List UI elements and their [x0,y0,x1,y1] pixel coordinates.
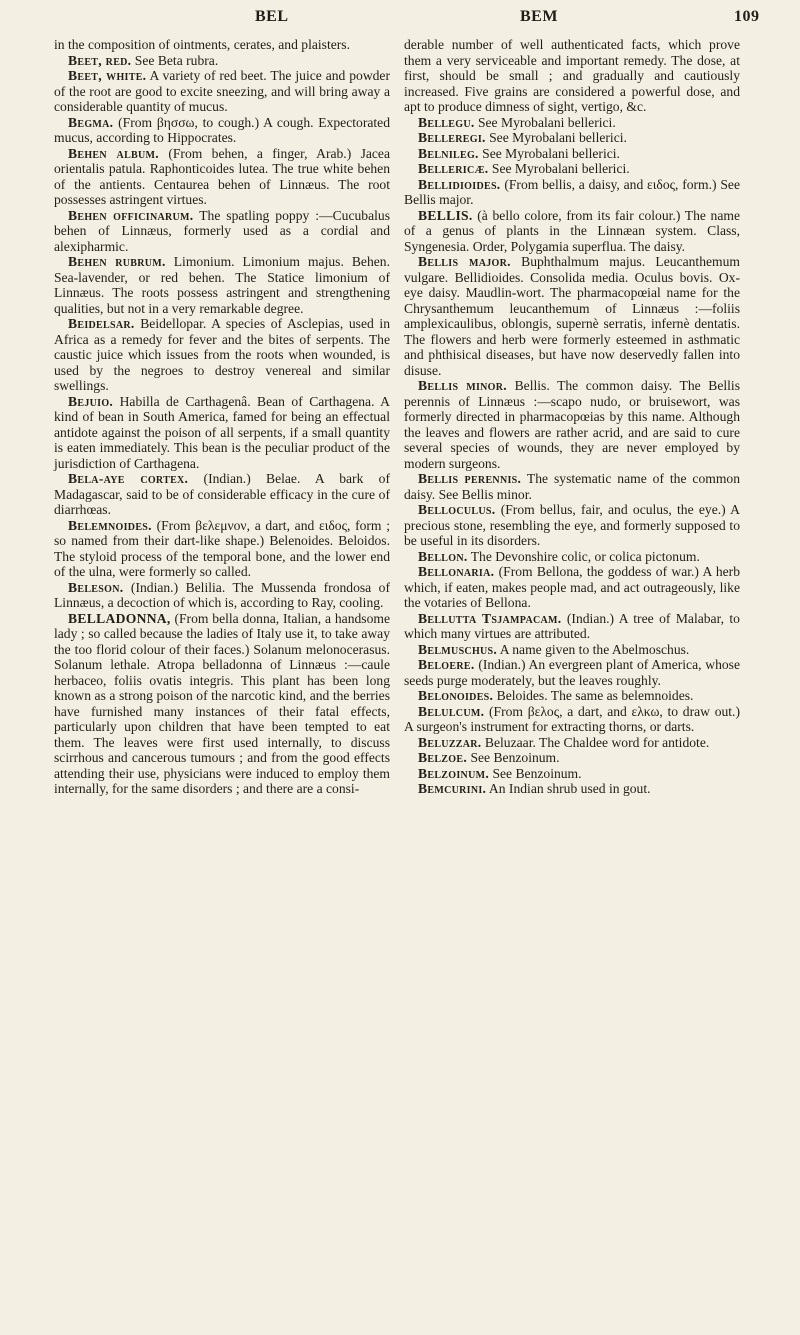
entry-text: (From βελος, a dart, and ελκω, to draw out.) A surgeon's instrument for extracting thorns, or darts. [404,703,740,734]
entry-headword: Bellidioides. [418,176,501,192]
entry-headword: Belnileg. [418,145,479,161]
entry-headword: Belulcum. [418,703,485,719]
entry-text: A name given to the Abelmoschus. [499,641,690,657]
dictionary-entry [404,766,740,782]
entry-headword: Beloere. [418,657,475,672]
entry-text: An Indian shrub used in gout. [488,781,651,796]
entry-text: Beidellopar. A species of Asclepias, used in Africa as a remedy for fever and the bites of serpents. The caustic juice which issues from the roots when wounded, is used by the negroes to destroy venereal and similar swellings. [54,316,390,393]
dictionary-entry [54,254,390,316]
entry-text: See Beta rubra. [134,52,219,68]
entry-headword: Belemnoides. [68,517,152,533]
entry-headword: Bellon. [418,548,468,564]
entry-headword: Bemcurini. [418,781,487,796]
entry-headword: Belloculus. [418,502,496,517]
entry-text: Bellis. The common daisy. The Bellis perennis of Linnæus :—scapo nudo, or bruisewort, was formerly directed in pharmacopœias by this name. Although the leaves and flowers are rather acrid, and are said to cure several species of wounds, they are never employed by modern surgeons. [404,378,740,471]
dictionary-entry [404,564,740,611]
dictionary-entry [54,68,390,115]
entry-headword: Bela-aye cortex. [68,471,189,486]
entry-headword: Bellonaria. [418,564,495,579]
dictionary-entry [54,518,390,580]
entry-text: Beluzaar. The Chaldee word for antidote. [484,734,710,750]
entry-text: (Indian.) Belae. A bark of Madagascar, said to be of considerable efficacy in the cure of diarrhœas. [54,471,390,517]
dictionary-entry [404,161,740,177]
dictionary-entry [404,502,740,549]
entry-headword: Begma. [68,114,114,130]
entry-headword: Behen album. [68,145,159,161]
dictionary-entry [54,394,390,472]
dictionary-entry [404,750,740,766]
entry-text: (Indian.) A tree of Malabar, to which many virtues are attributed. [404,610,740,641]
dictionary-entry [404,781,740,797]
dictionary-entry [404,378,740,471]
dictionary-entry [404,688,740,704]
entry-headword: Bellutta Tsjampacam. [418,610,562,626]
left-column [54,37,390,797]
dictionary-entry [404,115,740,131]
entry-text: Beloides. The same as belemnoides. [496,688,694,703]
entry-text: See Myrobalani bellerici. [482,145,620,161]
entry-headword: Beidelsar. [68,316,135,331]
entry-headword: Bellis major. [418,254,511,269]
entry-text: (From βελεμνον, a dart, and ειδος, form ; so named from their dart-like shape.) Belenoides. Beloidos. The styloid process of the temporal bone, and the lower end of the ulna, were formerly so called. [54,517,390,579]
header-guide-word-right: BEM [520,8,558,25]
entry-text: See Myrobalani bellerici. [489,130,627,145]
entry-text: (à bello colore, from its fair colour.) The name of a genus of plants in the Linnæan system. Class, Syngenesia. Order, Polygamia superflua. The daisy. [404,207,740,254]
entry-headword: Belzoinum. [418,765,490,781]
entry-headword: Beet, white. [68,68,147,83]
entry-headword: Bejuio. [68,393,114,409]
entry-headword: Bellegu. [418,114,475,130]
entry-headword: Bellis perennis. [418,471,522,486]
entry-headword: Beleson. [68,579,124,595]
entry-text: (From bella donna, Italian, a handsome lady ; so called because the ladies of Italy use it, to take away the too florid colour of their faces.) Solanum melonocerasus. Solanum lethale. Atropa belladonna of Linnæus :—caule herbaceo, foliis ovatis integris. This plant has been long known as a strong poison of the narcotic kind, and the berries have furnished many instances of their fatal effects, particularly upon children that have been tempted to eat them. The leaves were first used internally, to discuss scirrhous and cancerous tumours ; and from the good effects attending their use, physicians were induced to employ them internally, for the same disorders ; and there are a consi- [54,610,390,796]
dictionary-entry [404,177,740,208]
entry-text: Buphthalmum majus. Leucanthemum vulgare. Bellidioides. Consolida media. Oculus bovis. Ox-eye daisy. Maudlin-wort. The pharmacopœial name for the Chrysanthemum leucanthemum of Linnæus :—foliis amplexicaulibus, oblongis, supernè serratis, infernè dentatis. The flowers and herb were formerly esteemed in asthmatic and phthisical diseases, but have now deservedly fallen into disuse. [404,254,740,378]
entry-text: See Benzoinum. [492,765,582,781]
entry-text: Habilla de Carthagenâ. Bean of Carthagena. A kind of bean in South America, famed for being an effectual antidote against the poison of all serpents, if a small quantity is eaten immediately. This bean is the peculiar product of the jurisdiction of Carthagena. [54,393,390,471]
entry-text: (From bellus, fair, and oculus, the eye.) A precious stone, resembling the eye, and formerly supposed to be useful in its disorders. [404,502,740,548]
dictionary-entry [404,146,740,162]
dictionary-entry [54,611,390,797]
entry-headword: Belonoides. [418,688,494,703]
entry-text: derable number of well authenticated facts, which prove them a very serviceable and important remedy. The dose, at first, should be small ; and gradually and cautiously increased. Five grains are considered a powerful dose, and apt to produce dimness of sight, vertigo, &c. [404,37,740,114]
entry-headword: BELLADONNA, [68,610,171,626]
header-guide-word-left: BEL [255,8,289,25]
entry-text: See Benzoinum. [470,750,560,765]
dictionary-entry [404,657,740,688]
entry-text: See Myrobalani bellerici. [491,161,630,176]
entry-text: The spatling poppy :—Cucubalus behen of Linnæus, formerly used as a cordial and alexipharmic. [54,207,391,254]
dictionary-entry [54,37,390,53]
right-column [404,37,740,797]
dictionary-entry [404,549,740,565]
dictionary-entry [404,642,740,658]
dictionary-entry [54,471,390,518]
dictionary-entry [54,208,390,255]
entry-text: The systematic name of the common daisy. See Bellis minor. [404,471,741,502]
entry-headword: BELLIS. [418,207,473,223]
entry-text: The Devonshire colic, or colica pictonum. [470,548,700,564]
entry-text: (Indian.) An evergreen plant of America, whose seeds purge moderately, but the leaves roughly. [404,657,740,688]
entry-text: A variety of red beet. The juice and powder of the root are good to excite sneezing, and will bring away a considerable quantity of mucus. [54,68,390,114]
entry-headword: Beluzzar. [418,734,482,750]
entry-text: (From behen, a finger, Arab.) Jacea orientalis patula. Raphonticoides lutea. The true white behen of the antients. Centaurea behen of Linnæus. The root possesses astringent virtues. [54,145,391,207]
dictionary-entry [404,208,740,255]
entry-headword: Belmuschus. [418,641,498,657]
entry-headword: Belzoe. [418,750,468,765]
entry-headword: Bellis minor. [418,378,507,393]
entry-text: Limonium. Limonium majus. Behen. Sea-lavender, or red behen. The Statice limonium of Linnæus. The roots possess astringent and strengthening qualities, but not in a very remarkable degree. [54,254,390,316]
entry-headword: Belleregi. [418,130,486,145]
dictionary-entry [54,580,390,611]
dictionary-entry [54,115,390,146]
entry-text: (From βησσω, to cough.) A cough. Expectorated mucus, according to Hippocrates. [54,114,390,145]
dictionary-entry [54,316,390,394]
dictionary-entry [404,37,740,115]
dictionary-entry [404,471,740,502]
entry-text: (From Bellona, the goddess of war.) A herb which, if eaten, makes people mad, and act outrageously, like the votaries of Bellona. [404,564,740,610]
entry-text: in the composition of ointments, cerates, and plaisters. [54,37,350,52]
entry-text: (From bellis, a daisy, and ειδος, form.) See Bellis major. [404,176,740,207]
entry-headword: Behen officinarum. [68,207,194,223]
entry-headword: Behen rubrum. [68,254,166,269]
entry-headword: Beet, red. [68,52,132,68]
entry-headword: Bellericæ. [418,161,489,176]
dictionary-entry [404,704,740,735]
dictionary-entry [54,53,390,69]
dictionary-entry [404,735,740,751]
entry-text: See Myrobalani bellerici. [477,114,616,130]
dictionary-entry [404,130,740,146]
dictionary-entry [404,254,740,378]
entry-text: (Indian.) Belilia. The Mussenda frondosa of Linnæus, a decoction of which is, according to Ray, cooling. [54,579,391,610]
page-number: 109 [734,8,760,25]
dictionary-entry [404,611,740,642]
running-header [0,8,800,38]
dictionary-entry [54,146,390,208]
